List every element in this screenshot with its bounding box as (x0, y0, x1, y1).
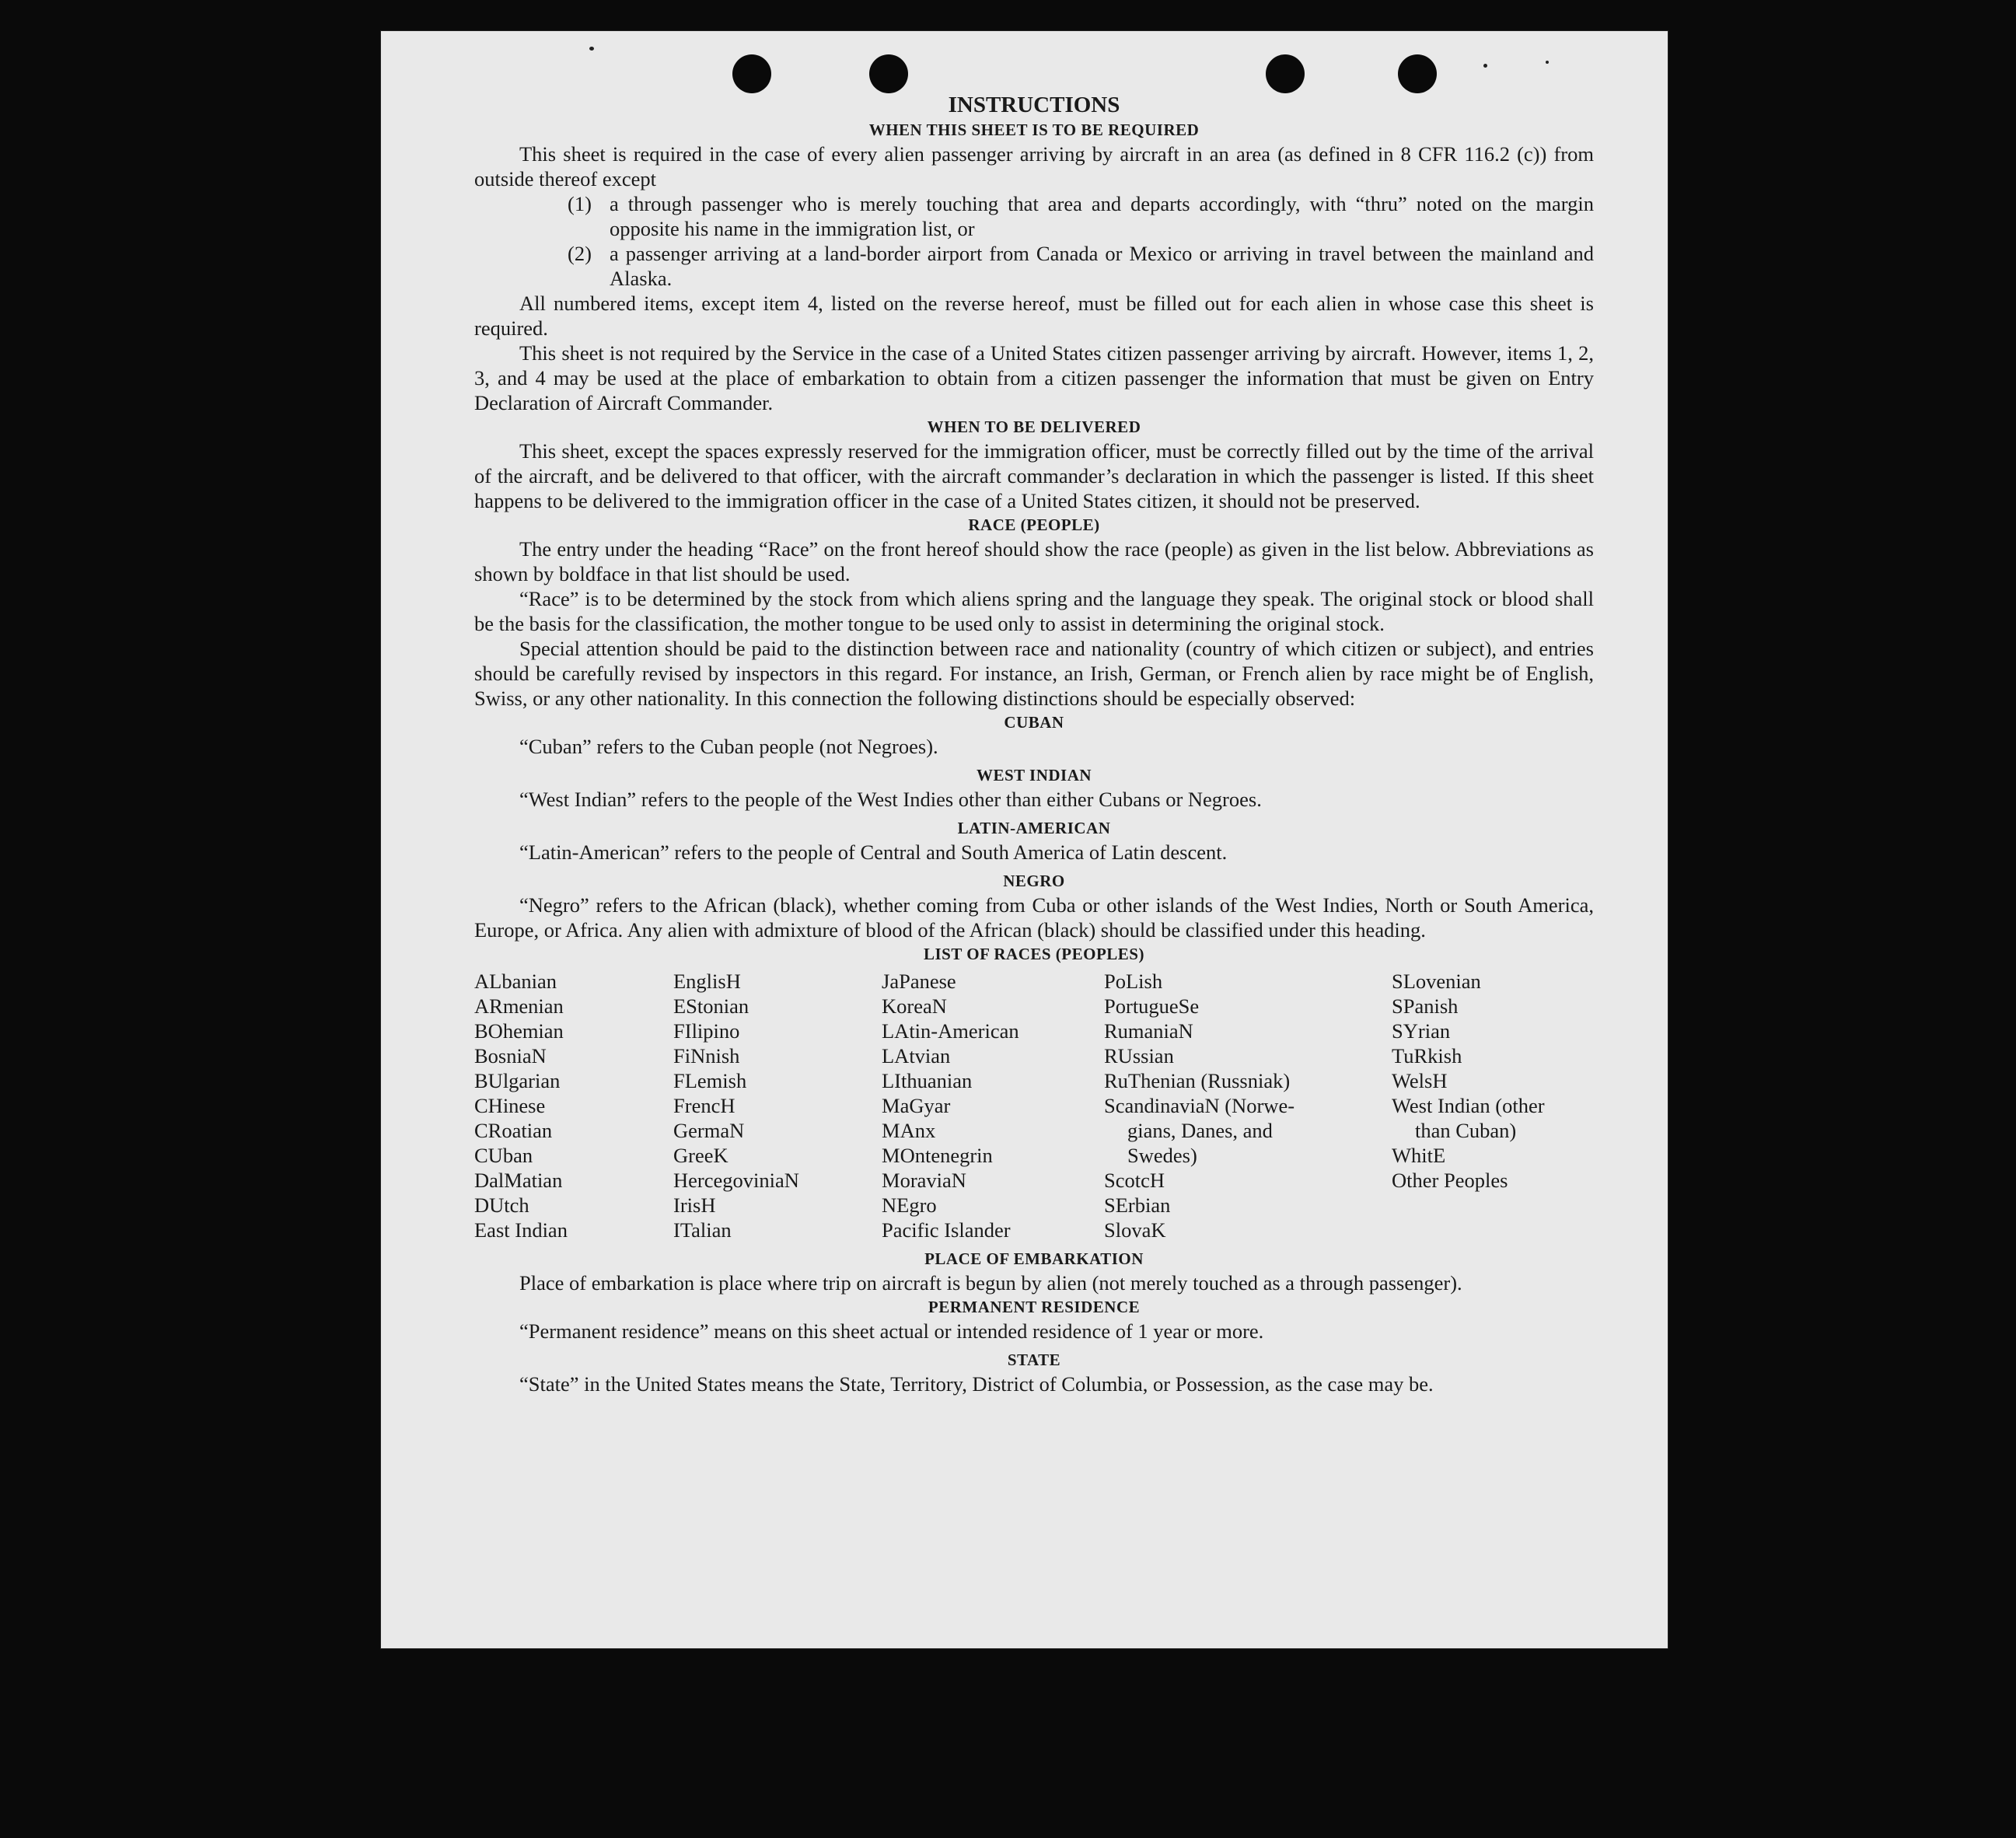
definition: “West Indian” refers to the people of the West Indies other than either Cubans or Negroes. (519, 788, 1262, 811)
document-sheet (381, 31, 1668, 1648)
race-item: LIthuanian (882, 1069, 973, 1092)
race-item: BUlgarian (474, 1069, 561, 1092)
item-text: a passenger arriving at a land-border airport from Canada or Mexico or arriving in travel between the mainland and Alaska. (610, 242, 1594, 290)
section-heading: STATE (1007, 1351, 1061, 1369)
paragraph: Special attention should be paid to the distinction between race and nationality (country of which citizen or subject), and entries should be carefully revised by inspectors in this regard. For instance, an Irish, German, or French alien by race might be of English, Swiss, or any other nationality. In this connection the following distinctions should be especially observed: (474, 637, 1594, 710)
race-item: ScotcH (1104, 1169, 1165, 1192)
race-item: MOntenegrin (882, 1144, 993, 1167)
race-item: CRoatian (474, 1119, 553, 1142)
race-item: CHinese (474, 1094, 546, 1117)
race-item: RUssian (1104, 1044, 1174, 1068)
section-heading: PERMANENT RESIDENCE (928, 1298, 1141, 1316)
race-item: ARmenian (474, 994, 564, 1018)
race-item: GermaN (673, 1119, 745, 1142)
paragraph: The entry under the heading “Race” on the front hereof should show the race (people) as given in the list below. Abbreviations as shown by boldface in that list should be used. (474, 537, 1594, 585)
race-item: LAtvian (882, 1044, 951, 1068)
race-item: RumaniaN (1104, 1019, 1193, 1043)
race-item: WelsH (1392, 1069, 1448, 1092)
punch-hole (869, 54, 908, 93)
race-item: DUtch (474, 1193, 529, 1217)
race-item: FiNnish (673, 1044, 740, 1068)
punch-hole (1398, 54, 1437, 93)
numbered-item (568, 191, 1594, 241)
race-item: GreeK (673, 1144, 728, 1167)
punch-hole (1266, 54, 1305, 93)
race-item: West Indian (other (1392, 1094, 1545, 1117)
paragraph: “Permanent residence” means on this sheet actual or intended residence of 1 year or more. (519, 1319, 1264, 1343)
section-heading: WEST INDIAN (976, 766, 1092, 784)
section-heading: PLACE OF EMBARKATION (924, 1249, 1144, 1268)
section-heading: NEGRO (1003, 872, 1065, 890)
race-item: RuThenian (Russniak) (1104, 1069, 1291, 1092)
definition: “Latin-American” refers to the people of Central and South America of Latin descent. (519, 840, 1228, 864)
paragraph: This sheet is required in the case of every alien passenger arriving by aircraft in an area (as defined in 8 CFR 116.2 (c)) from outside thereof except (474, 142, 1594, 190)
race-item: SLovenian (1392, 970, 1481, 993)
race-item: BosniaN (474, 1044, 547, 1068)
section-heading: CUBAN (1004, 713, 1064, 732)
race-item-continued: gians, Danes, and (1127, 1119, 1273, 1142)
definition: “Cuban” refers to the Cuban people (not Negroes). (519, 735, 938, 758)
race-item: EStonian (673, 994, 749, 1018)
race-item: MaGyar (882, 1094, 951, 1117)
race-column (1104, 969, 1392, 1242)
numbered-item (568, 241, 1594, 291)
paragraph: “State” in the United States means the State, Territory, District of Columbia, or Possession, as the case may be. (519, 1372, 1434, 1396)
paragraph: This sheet, except the spaces expressly reserved for the immigration officer, must be correctly filled out by the time of the arrival of the aircraft, and be delivered to that officer, with the aircraft commander’s declaration in which the passenger is listed. If this sheet happens to be delivered to the immigration officer in the case of a United States citizen, it should not be preserved. (474, 439, 1594, 512)
section-heading: RACE (PEOPLE) (968, 515, 1100, 534)
race-item: SYrian (1392, 1019, 1451, 1043)
paragraph: “Race” is to be determined by the stock from which aliens spring and the language they speak. The original stock or blood shall be the basis for the classification, the mother tongue to be used only to assist in determining the original stock. (474, 587, 1594, 635)
speck (589, 47, 594, 51)
race-column (474, 969, 673, 1242)
paragraph: Place of embarkation is place where trip on aircraft is begun by alien (not merely touched as a through passenger). (519, 1271, 1462, 1295)
race-item: TuRkish (1392, 1044, 1462, 1068)
race-item: NEgro (882, 1193, 937, 1217)
section-heading: WHEN THIS SHEET IS TO BE REQUIRED (868, 121, 1200, 139)
race-item: SErbian (1104, 1193, 1171, 1217)
race-item: KoreaN (882, 994, 947, 1018)
item-number: (1) (568, 192, 592, 215)
section-heading: LATIN-AMERICAN (957, 819, 1111, 837)
race-item: ALbanian (474, 970, 557, 993)
race-item: SlovaK (1104, 1218, 1166, 1242)
race-item: MoraviaN (882, 1169, 966, 1192)
paragraph: All numbered items, except item 4, listed on the reverse hereof, must be filled out for each alien in whose case this sheet is required. (474, 292, 1594, 340)
definition: “Negro” refers to the African (black), whether coming from Cuba or other islands of the West Indies, North or South America, Europe, or Africa. Any alien with admixture of blood of the African (black) should be classified under this heading. (474, 893, 1594, 942)
item-number: (2) (568, 242, 592, 265)
item-text: a through passenger who is merely touching that area and departs accordingly, with “thru” noted on the margin opposite his name in the immigration list, or (610, 192, 1594, 240)
race-item: PoLish (1104, 970, 1163, 993)
race-item: East Indian (474, 1218, 568, 1242)
race-item-continued: Swedes) (1127, 1144, 1197, 1167)
race-item: DalMatian (474, 1169, 563, 1192)
race-item: PortugueSe (1104, 994, 1200, 1018)
instructions-content (474, 92, 1594, 1396)
race-item: ScandinaviaN (Norwe- (1104, 1094, 1295, 1117)
race-item-continued: than Cuban) (1415, 1119, 1517, 1142)
race-column (882, 969, 1104, 1242)
page-title: INSTRUCTIONS (948, 93, 1120, 117)
race-item: FIlipino (673, 1019, 740, 1043)
race-column (1392, 969, 1594, 1242)
race-item: BOhemian (474, 1019, 564, 1043)
race-item: CUban (474, 1144, 533, 1167)
section-heading: LIST OF RACES (PEOPLES) (924, 945, 1144, 963)
race-item: ITalian (673, 1218, 732, 1242)
speck (1546, 61, 1549, 64)
race-item: JaPanese (882, 970, 956, 993)
punch-hole (732, 54, 771, 93)
race-item: SPanish (1392, 994, 1459, 1018)
paragraph: This sheet is not required by the Service in the case of a United States citizen passenger arriving by aircraft. However, items 1, 2, 3, and 4 may be used at the place of embarkation to obtain from a citizen passenger the information that must be given on Entry Declaration of Aircraft Commander. (474, 341, 1594, 414)
race-item: Pacific Islander (882, 1218, 1011, 1242)
race-item: LAtin-American (882, 1019, 1019, 1043)
speck (1483, 64, 1487, 68)
race-item: MAnx (882, 1119, 936, 1142)
race-list (474, 969, 1594, 1242)
race-item: IrisH (673, 1193, 716, 1217)
race-item: WhitE (1392, 1144, 1446, 1167)
race-item: FrencH (673, 1094, 735, 1117)
race-item: EnglisH (673, 970, 741, 993)
race-column (673, 969, 882, 1242)
race-item: Other Peoples (1392, 1169, 1508, 1192)
section-heading: WHEN TO BE DELIVERED (927, 418, 1141, 436)
race-item: HercegoviniaN (673, 1169, 799, 1192)
race-item: FLemish (673, 1069, 747, 1092)
